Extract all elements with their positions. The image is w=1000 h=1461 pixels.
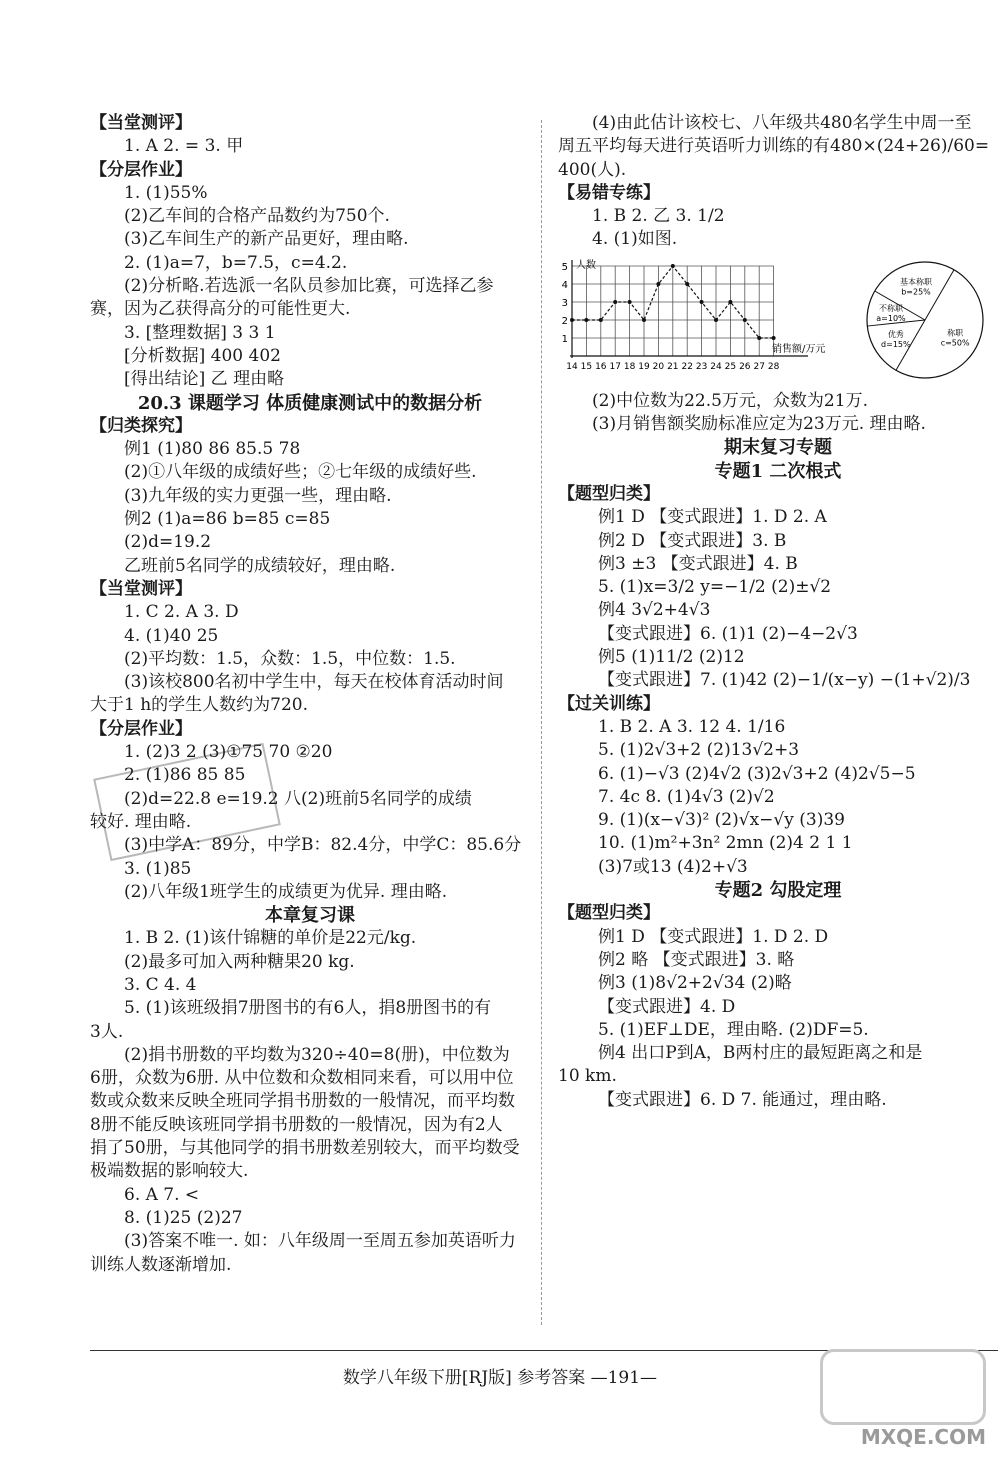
right-bottom-lines [558,390,998,1112]
pie-slice-label: 不称职 [878,303,903,313]
text-line: 7. 4c 8. (1)4√3 (2)√2 [598,786,775,807]
watermark [816,1349,986,1449]
text-line: (3)九年级的实力更强一些，理由略. [124,485,392,506]
text-line: (3)该校800名初中学生中，每天在校体育活动时间 [124,672,504,693]
text-line: 8册不能反映该班同学捐书册数的一般情况，因为有2人 [90,1114,503,1135]
text-line: 本章复习课 [265,905,355,927]
column-divider [541,120,542,1325]
text-line: 例3 ±3 【变式跟进】4. B [598,553,798,574]
text-line: 例1 (1)80 86 85.5 78 [124,439,301,460]
pie-chart [858,258,992,382]
right-top-lines [558,112,998,252]
y-tick-label: 5 [561,261,568,273]
text-line: [分析数据] 400 402 [124,345,281,366]
text-line: (2)中位数为22.5万元，众数为21万. [592,390,868,411]
text-line: 【题型归类】 [558,483,660,504]
text-line: 6. (1)−√3 (2)4√2 (3)2√3+2 (4)2√5−5 [598,763,916,784]
x-tick-label: 21 [667,361,679,372]
text-line: 例4 3√2+4√3 [598,600,711,621]
text-line: (2)①八年级的成绩好些；②七年级的成绩好些. [124,462,477,483]
x-tick-label: 17 [609,361,621,372]
text-line: 【当堂测评】 [90,113,192,133]
text-line: 3. (1)85 [124,858,192,879]
text-line: 例4 出口P到A，B两村庄的最短距离之和是 [598,1043,923,1064]
text-line: 【归类探究】 [90,415,192,436]
text-line: 1. C 2. A 3. D [124,602,239,623]
text-line: 例1 D 【变式跟进】1. D 2. A [598,507,827,528]
text-line: 【变式跟进】6. D 7. 能通过，理由略. [598,1089,887,1110]
data-point [642,318,646,322]
text-line: 捐了50册，与其他同学的捐书册数差别较大，而平均数受 [90,1138,520,1159]
text-line: 例2 略 【变式跟进】3. 略 [598,949,795,970]
x-tick-label: 20 [652,361,665,372]
text-line: 例2 (1)a=86 b=85 c=85 [124,509,331,530]
data-point [685,282,689,286]
x-tick-label: 16 [595,361,607,372]
text-line: 6册，众数为6册. 从中位数和众数相同来看，可以用中位 [90,1068,514,1089]
text-line: (2)乙车间的合格产品数约为750个. [124,206,390,227]
x-tick-label: 23 [695,361,708,372]
text-line: 例3 (1)8√2+2√34 (2)略 [598,973,792,994]
text-line: 【分层作业】 [90,159,192,180]
watermark-logo [820,1349,986,1425]
data-point [671,264,675,268]
data-point [728,300,732,304]
text-line: 1. B 2. (1)该什锦糖的单价是22元/kg. [124,928,417,949]
text-line: 5. (1)该班级捐7册图书的有6人，捐8册图书的有 [124,998,492,1019]
text-line: 例1 D 【变式跟进】1. D 2. D [598,926,829,947]
line-chart [558,256,848,382]
text-line: 5. (1)2√3+2 (2)13√2+3 [598,740,800,761]
text-line: 10. (1)m²+3n² 2mn (2)4 2 1 1 [598,833,853,854]
text-line: (3)月销售额奖励标准应定为23万元. 理由略. [592,414,926,435]
text-line: (3)7或13 (4)2+√3 [598,856,748,877]
text-line: (2)最多可加入两种糖果20 kg. [124,951,355,972]
text-line: 10 km. [558,1066,617,1087]
text-line: 专题2 勾股定理 [714,880,842,902]
data-point [628,300,632,304]
text-line: 1. (1)55% [124,182,208,203]
right-column [558,112,998,1112]
left-column [90,112,530,1277]
text-line: 6. A 7. < [124,1184,200,1205]
x-tick-label: 18 [623,361,636,372]
data-point [772,336,776,340]
x-axis-label: 销售额/万元 [772,343,826,355]
page-footer: 数学八年级下册[RJ版] 参考答案 —191— [342,1368,658,1388]
text-line: 较好. 理由略. [90,811,192,832]
text-line: 【过关训练】 [558,693,660,714]
text-line: 2. (1)86 85 85 [124,765,246,786]
text-line: 【变式跟进】4. D [598,996,736,1017]
text-line: 赛，因为乙获得高分的可能性更大. [90,299,351,320]
x-tick-label: 22 [681,361,693,372]
data-point [743,318,747,322]
pie-slice-label: 优秀 [887,329,904,339]
data-point [613,300,617,304]
text-line: (2)d=22.8 e=19.2 八(2)班前5名同学的成绩 [124,788,472,809]
text-line: 3. C 4. 4 [124,974,197,995]
text-line: 周五平均每天进行英语听力训练的有480×(24+26)/60= [558,136,990,157]
text-line: 专题1 二次根式 [714,460,842,482]
text-line: 【易错专练】 [558,182,660,203]
pie-slice-value: d=15% [881,339,911,349]
text-line: 3人. [90,1021,124,1042]
data-point [714,318,718,322]
text-line: 8. (1)25 (2)27 [124,1207,243,1228]
text-line: [得出结论] 乙 理由略 [124,369,285,390]
text-line: 例5 (1)11/2 (2)12 [598,647,745,668]
pie-slice-value: c=50% [940,338,970,348]
text-line: 1. (2)3 2 (3)①75 70 ②20 [124,742,333,763]
x-tick-label: 25 [724,361,737,372]
x-tick-label: 27 [753,361,765,372]
text-line: (2)d=19.2 [124,532,212,553]
pie-slice-value: a=10% [876,313,906,323]
x-tick-label: 24 [710,361,722,372]
text-line: 训练人数逐渐增加. [90,1254,232,1275]
pie-slice-label: 称职 [947,328,964,338]
pie-slice-label: 基本称职 [899,277,932,287]
text-line: (2)平均数：1.5，众数：1.5，中位数：1.5. [124,648,456,669]
x-tick-label: 19 [638,361,650,372]
x-tick-label: 26 [739,361,751,372]
text-line: (4)由此估计该校七、八年级共480名学生中周一至 [592,113,972,133]
y-tick-label: 3 [561,297,568,309]
text-line: 【分层作业】 [90,718,192,739]
data-point [599,318,603,322]
text-line: (3)答案不唯一. 如：八年级周一至周五参加英语听力 [124,1231,516,1252]
text-line: 【题型归类】 [558,903,660,924]
figure [558,256,998,384]
text-line: (2)捐书册数的平均数为320÷40=8(册)，中位数为 [124,1044,510,1065]
y-tick-label: 1 [561,333,568,345]
text-line: 例2 D 【变式跟进】3. B [598,530,787,551]
text-line: 乙班前5名同学的成绩较好，理由略. [124,555,396,576]
text-line: 【当堂测评】 [90,578,192,599]
text-line: 20.3 课题学习 体质健康测试中的数据分析 [137,392,483,414]
text-line: 【变式跟进】7. (1)42 (2)−1/(x−y) −(1+√2)/3 [598,670,971,691]
x-tick-label: 15 [580,361,593,372]
y-tick-label: 4 [561,279,568,291]
x-tick-label: 14 [566,361,578,372]
text-line: (2)八年级1班学生的成绩更为优异. 理由略. [124,881,448,902]
text-line: 极端数据的影响较大. [90,1161,249,1182]
text-line: 4. (1)如图. [592,229,678,250]
data-point [656,282,660,286]
text-line: (3)中学A：89分，中学B：82.4分，中学C：85.6分 [124,835,522,856]
text-line: 【变式跟进】6. (1)1 (2)−4−2√3 [598,623,858,644]
pie-slice-value: b=25% [901,287,931,297]
text-line: 数或众数来反映全班同学捐书册数的一般情况，而平均数 [90,1091,515,1112]
text-line: 1. B 2. 乙 3. 1/2 [592,206,725,227]
text-line: 1. A 2. = 3. 甲 [124,136,244,157]
y-axis-label: 人数 [576,259,596,271]
text-line: 9. (1)(x−√3)² (2)√x−√y (3)39 [598,810,845,831]
text-line: 3. [整理数据] 3 3 1 [124,322,276,343]
data-point [757,336,761,340]
text-line: (2)分析略.若选派一名队员参加比赛，可选择乙参 [124,276,494,297]
text-line: (3)乙车间生产的新产品更好，理由略. [124,229,409,250]
y-tick-label: 2 [561,315,568,327]
watermark-text: MXQE.COM [860,1425,986,1449]
text-line: 2. (1)a=7，b=7.5，c=4.2. [124,252,348,273]
data-point [700,300,704,304]
data-point [584,318,588,322]
text-line: 400(人). [558,159,627,180]
text-line: 1. B 2. A 3. 12 4. 1/16 [598,716,786,737]
text-line: 大于1 h的学生人数约为720. [90,695,309,716]
data-point [570,318,574,322]
text-line: 5. (1)EF⊥DE，理由略. (2)DF=5. [598,1019,869,1040]
x-tick-label: 28 [767,361,780,372]
text-line: 期末复习专题 [724,437,832,459]
text-line: 5. (1)x=3/2 y=−1/2 (2)±√2 [598,577,832,598]
text-line: 4. (1)40 25 [124,625,219,646]
